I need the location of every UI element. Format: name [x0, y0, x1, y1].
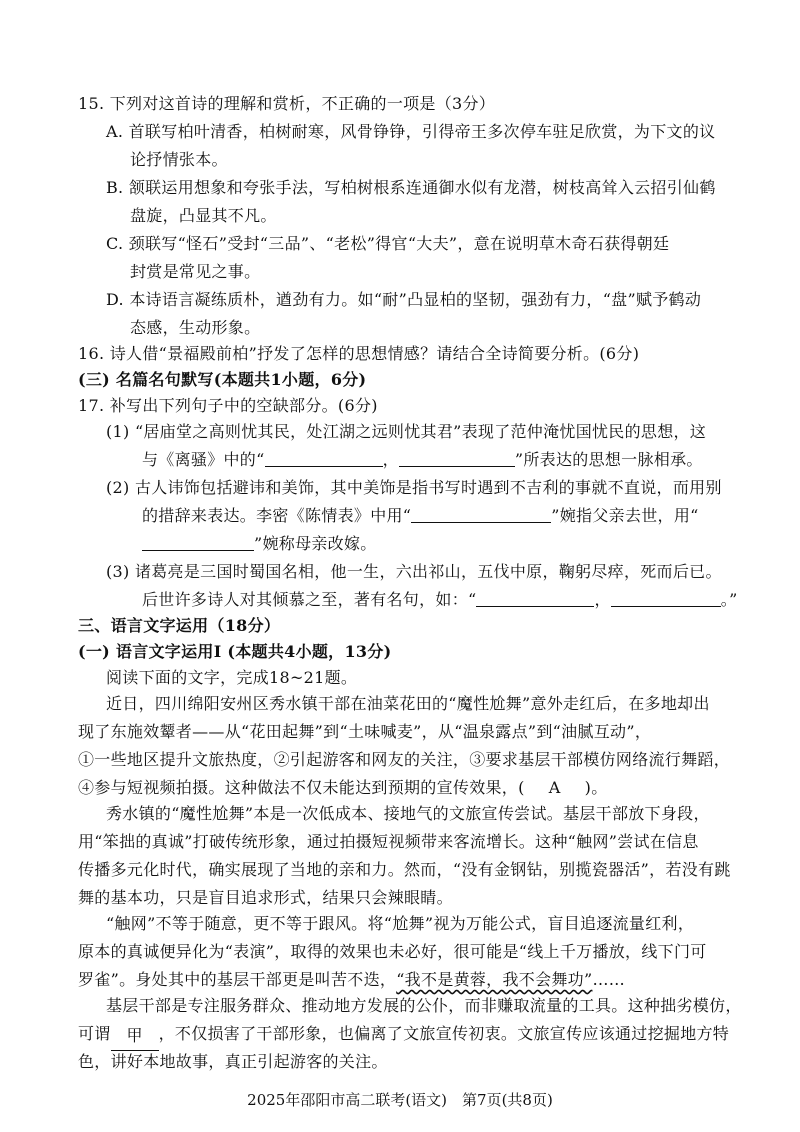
para2-line4: 舞的基本功，只是盲目追求形式，结果只会辣眼睛。 [78, 888, 453, 907]
q17-stem: 17. 补写出下列句子中的空缺部分。(6分) [78, 396, 378, 415]
answer-blank[interactable] [142, 534, 254, 551]
q15-option-c-line2: 封赏是常见之事。 [130, 262, 261, 281]
q17-part2-line1: (2) 古人讳饰包括避讳和美饰，其中美饰是指书写时遇到不吉利的事就不直说，而用别 [106, 478, 722, 497]
para3-line1: “触网”不等于随意，更不等于跟风。将“尬舞”视为万能公式，盲目追逐流量红利， [106, 914, 695, 933]
wavy-underlined-quote: “我不是黄蓉，我不会舞功” [396, 970, 593, 989]
para3-line3: 罗雀”。身处其中的基层干部更是叫苦不迭，“我不是黄蓉，我不会舞功”…… [78, 970, 626, 989]
q15-option-a-line1: A. 首联写柏叶清香，柏树耐寒，风骨铮铮，引得帝王多次停车驻足欣赏，为下文的议 [106, 122, 716, 141]
q15-option-d-line1: D. 本诗语言凝练质朴，遒劲有力。如“耐”凸显柏的坚韧，强劲有力，“盘”赋予鹤动 [106, 290, 702, 309]
q15-option-b-line2: 盘旋，凸显其不凡。 [130, 206, 277, 225]
para1-line4: ④参与短视频拍摄。这种做法不仅未能达到预期的宣传效果，( A )。 [78, 774, 608, 802]
q15-option-c-line1: C. 颈联写“怪石”受封“三品”、“老松”得官“大夫”，意在说明草木奇石获得朝廷 [106, 234, 670, 253]
para4-line3: 色，讲好本地故事，真正引起游客的关注。 [78, 1052, 388, 1071]
answer-blank[interactable] [611, 590, 721, 607]
para1-line2: 现了东施效颦者——从“花田起舞”到“土味喊麦”，从“温泉露点”到“油腻互动”， [78, 722, 652, 741]
q15-option-a-line2: 论抒情张本。 [130, 150, 228, 169]
para1-line3: ①一些地区提升文旅热度，②引起游客和网友的关注，③要求基层干部模仿网络流行舞蹈， [78, 750, 731, 769]
para2-line3: 传播多元化时代，确实展现了当地的亲和力。然而，“没有金钢钻，别揽瓷器活”，若没有跳 [78, 860, 731, 879]
q17-part1-line2: 与《离骚》中的“ ， ”所表达的思想一脉相承。 [142, 450, 703, 469]
handwritten-answer: A [548, 778, 561, 797]
q16-stem: 16. 诗人借“景福殿前柏”抒发了怎样的思想情感？请结合全诗简要分析。(6分) [78, 344, 640, 363]
q17-part1-line1: (1) “居庙堂之高则忧其民，处江湖之远则忧其君”表现了范仲淹忧国忧民的思想，这 [106, 422, 707, 441]
answer-blank[interactable] [265, 450, 383, 467]
q15-option-b-line1: B. 颔联运用想象和夸张手法，写柏树根系连通御水似有龙潜，树枝高耸入云招引仙鹤 [106, 178, 716, 197]
para2-line1: 秀水镇的“魔性尬舞”本是一次低成本、接地气的文旅宣传尝试。基层干部放下身段， [106, 804, 710, 823]
answer-blank[interactable] [411, 506, 551, 523]
para3-line2: 原本的真诚便异化为“表演”，取得的效果也未必好，很可能是“线上千万播放，线下门可 [78, 942, 707, 961]
fill-blank-jia[interactable]: 甲 [111, 1022, 159, 1051]
para4-line1: 基层干部是专注服务群众、推动地方发展的公仆，而非赚取流量的工具。这种拙劣模仿， [106, 996, 742, 1015]
para2-line2: 用“笨拙的真诚”打破传统形象，通过拍摄短视频带来客流增长。这种“触网”尝试在信息 [78, 832, 699, 851]
q17-part2-line2: 的措辞来表达。李密《陈情表》中用“ ”婉指父亲去世，用“ [142, 506, 699, 525]
part3-header: 三、语言文字运用（18分） [78, 616, 281, 635]
section-header-famous-lines: (三) 名篇名句默写(本题共1小题，6分) [78, 370, 367, 389]
reading-intro: 阅读下面的文字，完成18~21题。 [106, 668, 358, 687]
para1-line1: 近日，四川绵阳安州区秀水镇干部在油菜花田的“魔性尬舞”意外走红后，在多地却出 [106, 694, 710, 713]
page-footer: 2025年邵阳市高二联考(语文) 第7页(共8页) [247, 1091, 553, 1109]
part3-sub-header: (一) 语言文字运用Ⅰ (本题共4小题，13分) [78, 642, 392, 661]
answer-blank[interactable] [399, 450, 515, 467]
q17-part3-line2: 后世许多诗人对其倾慕之至，著有名句，如：“ ， 。” [142, 590, 738, 609]
answer-blank[interactable] [476, 590, 594, 607]
q15-stem: 15. 下列对这首诗的理解和赏析，不正确的一项是（3分） [78, 94, 496, 113]
q17-part3-line1: (3) 诸葛亮是三国时蜀国名相，他一生，六出祁山，五伐中原，鞠躬尽瘁，死而后已。 [106, 562, 722, 581]
para4-line2: 可谓 甲 ，不仅损害了干部形象，也偏离了文旅宣传初衷。文旅宣传应该通过挖掘地方特 [78, 1020, 729, 1051]
q17-part2-line3: ”婉称母亲改嫁。 [142, 530, 377, 558]
q15-option-d-line2: 态感，生动形象。 [130, 318, 261, 337]
